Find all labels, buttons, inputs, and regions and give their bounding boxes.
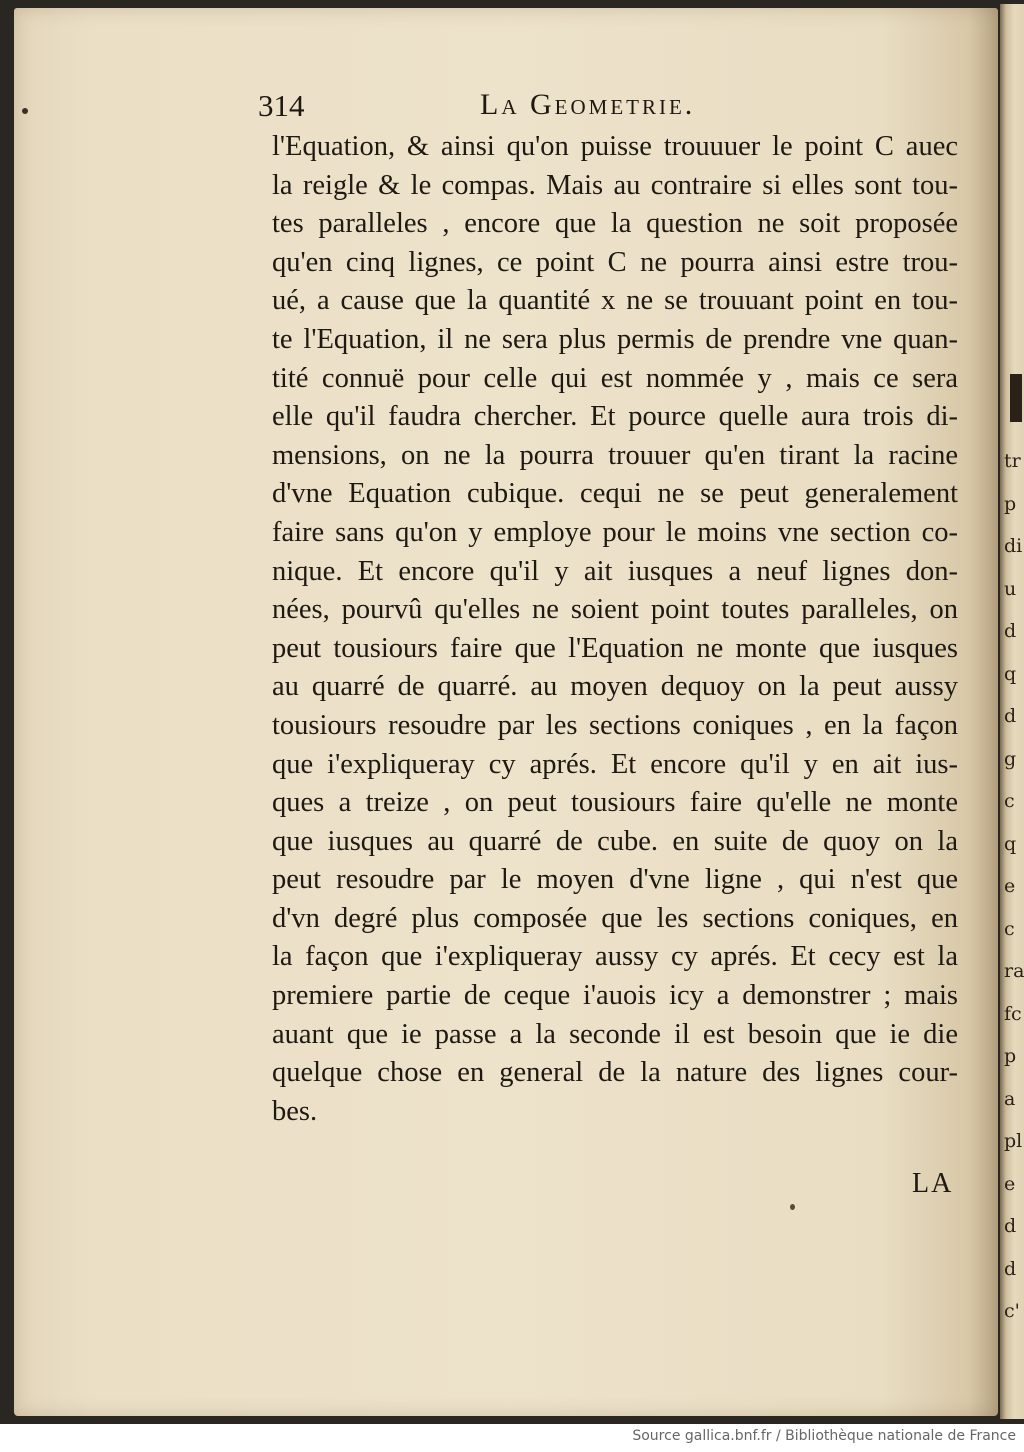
facing-page-fragment: e (1004, 1172, 1016, 1195)
facing-page-fragment: tr (1004, 450, 1021, 472)
facing-page-fragment: c (1004, 917, 1015, 940)
text-line: la reigle & le compas. Mais au contraire si elles sont tou- (272, 169, 958, 201)
facing-page-fragment: p (1004, 492, 1017, 515)
text-line: auant que ie passe a la seconde il est besoin que ie die (272, 1018, 958, 1050)
text-line: la façon que i'expliqueray aussy cy aprés. Et cecy est la (272, 941, 958, 973)
text-line: tité connuë pour celle qui est nommée y , mais ce sera (272, 362, 958, 394)
facing-page-edge (1000, 4, 1024, 1419)
text-line: peut tousiours faire que l'Equation ne monte que iusques (272, 632, 958, 664)
facing-page-fragment: u (1004, 577, 1017, 600)
text-line: d'vne Equation cubique. cequi ne se peut generalement (272, 478, 958, 510)
facing-page-fragment: g (1004, 747, 1017, 770)
facing-page-fragment: d (1004, 620, 1017, 642)
catchword: LA (912, 1168, 954, 1199)
text-line: tousiours resoudre par les sections coniques , en la façon (272, 709, 958, 741)
text-line: qu'en cinq lignes, ce point C ne pourra ainsi estre trou- (272, 246, 958, 278)
text-line: tes paralleles , encore que la question ne soit proposée (272, 208, 958, 240)
facing-page-fragment: a (1004, 1087, 1016, 1110)
text-line: quelque chose en general de la nature des lignes cour- (272, 1057, 958, 1089)
facing-page-fragment: q (1004, 832, 1017, 855)
facing-page-fragment: q (1004, 662, 1017, 685)
ink-speck (790, 1204, 795, 1210)
text-line: mensions, on ne la pourra trouuer qu'en tirant la racine (272, 439, 958, 471)
facing-page-fragment: e (1004, 875, 1016, 897)
facing-page-fragment: pl (1004, 1130, 1023, 1152)
text-line: ques a treize , on peut tousiours faire qu'elle ne monte (272, 787, 958, 819)
facing-page-fragment: p (1004, 1045, 1017, 1067)
text-line: l'Equation, & ainsi qu'on puisse trouuuer le point C auec (272, 131, 958, 162)
text-line: nées, pourvû qu'elles ne soient point toutes paralleles, on (272, 594, 958, 626)
text-line: au quarré de quarré. au moyen dequoy on la peut aussy (272, 671, 958, 703)
text-line: premiere partie de ceque i'auois icy a demonstrer ; mais (272, 980, 958, 1012)
text-line: peut resoudre par le moyen d'vne ligne , qui n'est que (272, 864, 958, 896)
facing-page-fragment: di (1004, 535, 1023, 557)
page-number: 314 (258, 88, 305, 123)
text-line: te l'Equation, il ne sera plus permis de prendre vne quan- (272, 323, 958, 355)
text-line: bes. (272, 1095, 318, 1127)
facing-page-initial-glyph (1010, 374, 1022, 422)
running-head (258, 88, 958, 128)
facing-page-fragment: d (1004, 705, 1017, 727)
text-line: ué, a cause que la quantité x ne se trouuant point en tou- (272, 285, 958, 317)
facing-page-fragment: c' (1004, 1300, 1020, 1322)
facing-page-fragment: c (1004, 790, 1015, 812)
facing-page-fragment: d (1004, 1257, 1017, 1280)
facing-page-fragment: fc (1004, 1002, 1022, 1025)
text-line: nique. Et encore qu'il y ait iusques a neuf lignes don- (272, 555, 958, 587)
ink-speck (22, 108, 28, 114)
text-line: faire sans qu'on y employe pour le moins vne section co- (272, 516, 958, 548)
source-credit: Source gallica.bnf.fr / Bibliothèque nationale de France (632, 1428, 1016, 1444)
source-attribution-bar (0, 1424, 1024, 1452)
facing-page-fragment: ra (1004, 960, 1024, 982)
text-line: d'vn degré plus composée que les sections coniques, en (272, 902, 958, 934)
facing-page-fragment: d (1004, 1215, 1017, 1237)
text-line: que i'expliqueray cy aprés. Et encore qu'il y en ait ius- (272, 748, 958, 780)
page-header-title: La Geometrie. (480, 88, 696, 121)
text-line: que iusques au quarré de cube. en suite de quoy on la (272, 825, 958, 857)
text-line: elle qu'il faudra chercher. Et pource quelle aura trois di- (272, 401, 958, 433)
body-text (272, 128, 962, 1131)
